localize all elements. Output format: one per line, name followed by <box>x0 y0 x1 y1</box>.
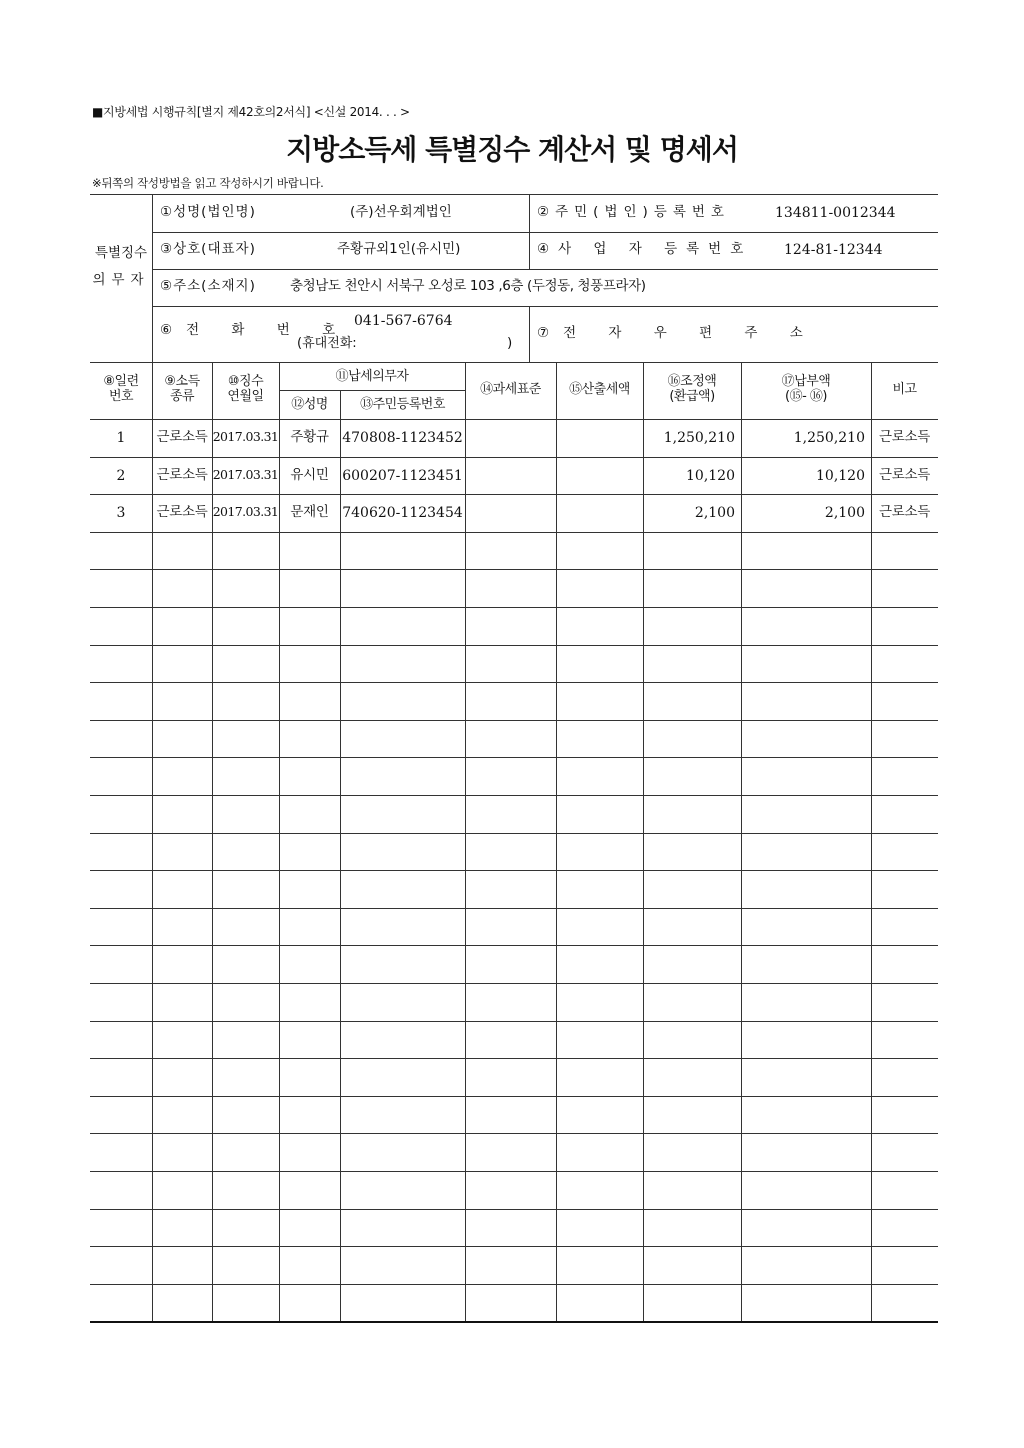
row-divider <box>90 870 938 871</box>
cell-pay: 1,250,210 <box>793 430 865 446</box>
header-taxpayer-id: ⑬주민등록번호 <box>360 397 445 412</box>
cell-id: 740620-1123454 <box>342 505 463 521</box>
cell-adjust: 2,100 <box>694 505 735 521</box>
column-divider <box>212 362 213 1321</box>
trade-name-value: 주황규외1인(유시민) <box>337 241 461 257</box>
header-taxpayer-name: ⑫성명 <box>291 397 328 412</box>
row-divider <box>90 908 938 909</box>
reg-number-label: ②주민(법인)등록번호 <box>537 204 730 220</box>
row-divider <box>90 1133 938 1134</box>
form-reference: ■지방세법 시행규칙[별지 제42호의2서식] <신설 2014. . . > <box>92 105 410 119</box>
row-divider <box>90 983 938 984</box>
mobile-close: ) <box>507 335 513 351</box>
cell-id: 600207-1123451 <box>342 468 463 484</box>
cell-adjust: 10,120 <box>686 468 735 484</box>
row-divider <box>90 494 938 495</box>
row-divider <box>90 1021 938 1022</box>
column-divider <box>152 362 153 1321</box>
cell-adjust: 1,250,210 <box>663 430 735 446</box>
row-divider <box>90 1209 938 1210</box>
reg-number-value: 134811-0012344 <box>775 205 896 221</box>
cell-remark: 근로소득 <box>879 429 930 445</box>
header-tax-base: ⑭과세표준 <box>480 382 541 397</box>
row-divider <box>90 945 938 946</box>
cell-type: 근로소득 <box>156 504 208 520</box>
header-adjustment: ⑯조정액 (환급액) <box>667 374 717 404</box>
business-number-value: 124-81-12344 <box>784 242 883 258</box>
row-divider <box>90 1246 938 1247</box>
business-number-label: ④사 업 자 등록번호 <box>537 241 753 257</box>
name-value: (주)선우회계법인 <box>350 204 452 220</box>
divider <box>90 194 938 195</box>
column-divider <box>643 362 644 1321</box>
obligor-group-label: 의무자 <box>92 272 150 288</box>
divider <box>529 306 530 362</box>
header-serial: ⑧일련 번호 <box>103 374 139 404</box>
divider <box>152 306 938 307</box>
cell-name: 문재인 <box>290 504 329 520</box>
row-divider <box>90 682 938 683</box>
cell-no: 3 <box>116 505 126 521</box>
row-divider <box>90 532 938 533</box>
email-label: ⑦전 자 우 편 주 소 <box>537 325 817 341</box>
address-label: ⑤주소(소재지) <box>160 278 256 294</box>
address-value: 충청남도 천안시 서북구 오성로 103 ,6층 (두정동, 청풍프라자) <box>290 278 646 294</box>
divider <box>279 390 465 391</box>
divider <box>90 419 938 420</box>
row-divider <box>90 1321 938 1323</box>
phone-value: 041-567-6764 <box>354 313 453 329</box>
cell-type: 근로소득 <box>156 467 208 483</box>
phone-label: ⑥전 화 번 호 <box>160 322 350 338</box>
obligor-group-label: 특별징수 <box>94 245 148 261</box>
row-divider <box>90 607 938 608</box>
row-divider <box>90 1096 938 1097</box>
row-divider <box>90 457 938 458</box>
column-divider <box>741 362 742 1321</box>
cell-date: 2017.03.31 <box>212 504 279 519</box>
cell-no: 1 <box>116 430 126 446</box>
cell-remark: 근로소득 <box>879 467 930 483</box>
cell-date: 2017.03.31 <box>212 467 279 482</box>
row-divider <box>90 720 938 721</box>
header-income-type: ⑨소득 종류 <box>164 374 200 404</box>
cell-no: 2 <box>116 468 126 484</box>
row-divider <box>90 1284 938 1285</box>
header-payment: ⑰납부액 (⑮- ⑯) <box>781 374 831 404</box>
form-notice: ※뒤쪽의 작성방법을 읽고 작성하시기 바랍니다. <box>92 176 324 190</box>
name-label: ①성명(법인명) <box>160 204 256 220</box>
trade-name-label: ③상호(대표자) <box>160 241 256 257</box>
divider <box>152 232 938 233</box>
column-divider <box>871 362 872 1321</box>
divider <box>152 194 153 362</box>
row-divider <box>90 569 938 570</box>
header-calculated-tax: ⑮산출세액 <box>569 382 630 397</box>
column-divider <box>465 362 466 1321</box>
row-divider <box>90 833 938 834</box>
cell-id: 470808-1123452 <box>342 430 463 446</box>
page-title: 지방소득세 특별징수 계산서 및 명세서 <box>286 133 738 166</box>
cell-name: 유시민 <box>290 467 329 483</box>
cell-pay: 2,100 <box>824 505 865 521</box>
header-remark: 비고 <box>892 382 917 397</box>
row-divider <box>90 757 938 758</box>
header-collect-date: ⑩징수 연월일 <box>227 374 264 404</box>
mobile-label: (휴대전화: <box>297 336 357 351</box>
row-divider <box>90 1058 938 1059</box>
divider <box>90 362 938 363</box>
row-divider <box>90 1171 938 1172</box>
cell-date: 2017.03.31 <box>212 429 279 444</box>
cell-type: 근로소득 <box>156 429 208 445</box>
row-divider <box>90 795 938 796</box>
cell-remark: 근로소득 <box>879 504 930 520</box>
header-taxpayer: ⑪납세의무자 <box>335 369 409 384</box>
divider <box>152 269 938 270</box>
divider <box>529 194 530 269</box>
column-divider <box>279 362 280 1321</box>
row-divider <box>90 645 938 646</box>
cell-pay: 10,120 <box>816 468 865 484</box>
column-divider <box>556 362 557 1321</box>
cell-name: 주황규 <box>290 429 329 445</box>
